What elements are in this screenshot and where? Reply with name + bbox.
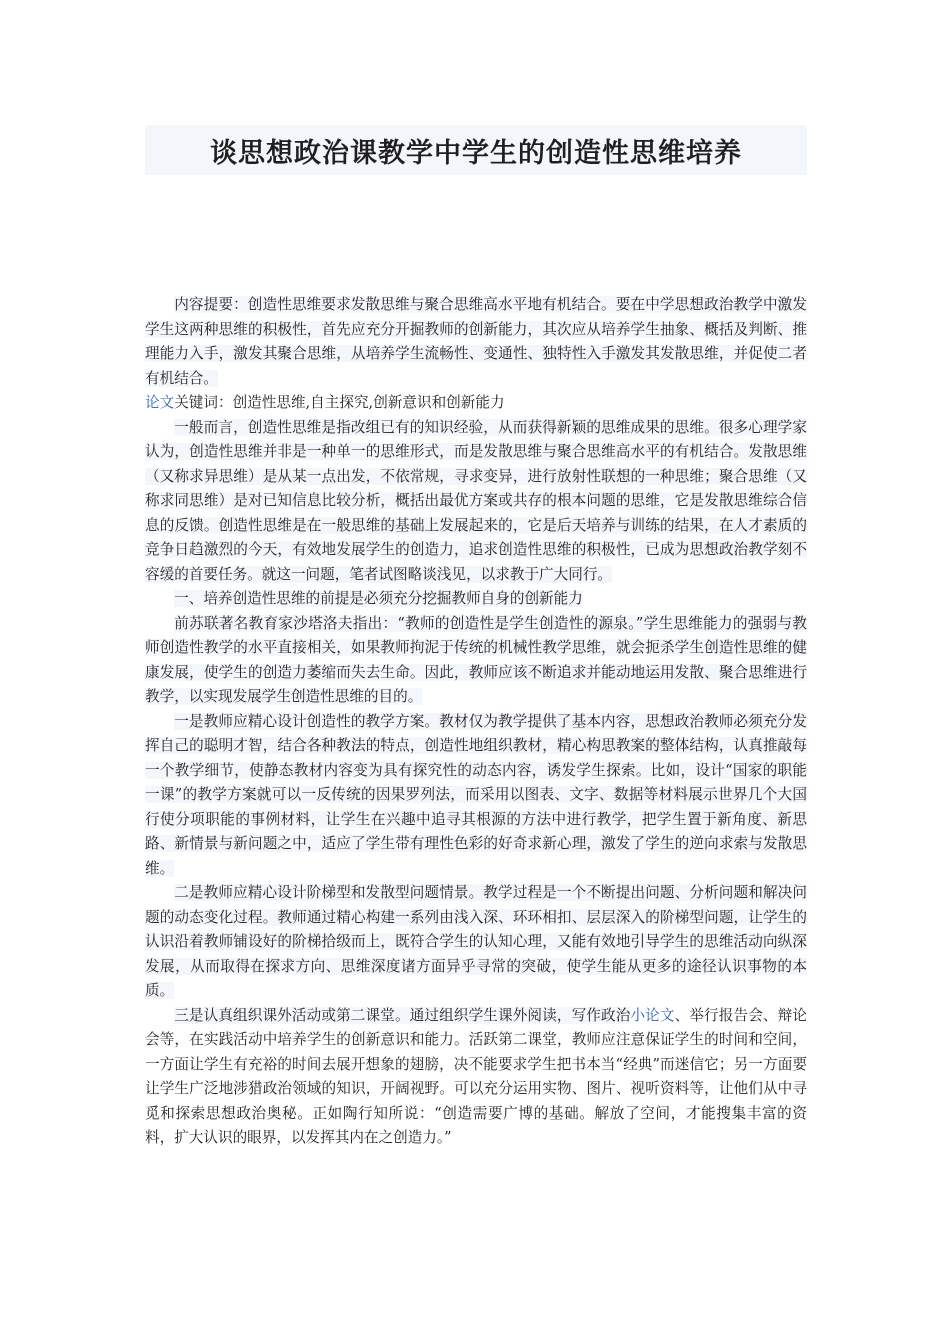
abstract-paragraph [145, 293, 807, 391]
paragraph-quote-text: 前苏联著名教育家沙塔洛夫指出：“教师的创造性是学生创造性的源泉。”学生思维能力的强弱与教师创造性教学的水平直接相关，如果教师拘泥于传统的机械性教学思维，就会扼杀学生创造性思维的健康发展，使学生的创造力萎缩而失去生命。因此，教师应该不断追求并能动地运用发散、聚合思维进行教学，以实现发展学生创造性思维的目的。 [145, 614, 807, 705]
keywords-line [145, 391, 807, 416]
title-band [145, 125, 807, 175]
paragraph-point-three [145, 1004, 807, 1151]
section-heading-1 [145, 587, 807, 612]
paragraph-point-one [145, 710, 807, 882]
paragraph-point-three-start: 三是认真组织课外活动或第二课堂。通过组织学生课外阅读，写作政治 [174, 1006, 631, 1024]
paragraph-point-two [145, 881, 807, 1004]
abstract-text: 内容提要：创造性思维要求发散思维与聚合思维高水平地有机结合。要在中学思想政治教学中激发学生这两种思维的积极性，首先应充分开掘教师的创新能力，其次应从培养学生抽象、概括及判断、推理能力入手，激发其聚合思维，从培养学生流畅性、变通性、独特性入手激发其发散思维，并促使二者有机结合。 [145, 296, 807, 387]
keywords-text: 关键词：创造性思维,自主探究,创新意识和创新能力 [174, 394, 505, 411]
paragraph-intro [145, 416, 807, 588]
section-heading-1-text: 一、培养创造性思维的前提是必须充分挖掘教师自身的创新能力 [174, 590, 583, 607]
paragraph-quote [145, 612, 807, 710]
paragraph-intro-text: 一般而言，创造性思维是指改组已有的知识经验，从而获得新颖的思维成果的思维。很多心理学家认为，创造性思维并非是一种单一的思维形式，而是发散思维与聚合思维高水平的有机结合。发散思维（又称求异思维）是从某一点出发，不依常规，寻求变异，进行放射性联想的一种思维；聚合思维（又称求同思维）是对已知信息比较分析，概括出最优方案或共存的根本问题的思维，它是发散思维综合信息的反馈。创造性思维是在一般思维的基础上发展起来的，它是后天培养与训练的结果，在人才素质的竞争日趋激烈的今天，有效地发展学生的创造力，追求创造性思维的积极性，已成为思想政治教学刻不容缓的首要任务。就这一问题，笔者试图略谈浅见，以求教于广大同行。 [145, 418, 807, 583]
paragraph-point-two-text: 二是教师应精心设计阶梯型和发散型问题情景。教学过程是一个不断提出问题、分析问题和解决问题的动态变化过程。教师通过精心构建一系列由浅入深、环环相扣、层层深入的阶梯型问题，让学生的认识沿着教师铺设好的阶梯拾级而上，既符合学生的认知心理，又能有效地引导学生的思维活动向纵深发展，从而取得在探求方向、思维深度诸方面异乎寻常的突破，使学生能从更多的途径认识事物的本质。 [145, 884, 807, 999]
document-title: 谈思想政治课教学中学生的创造性思维培养 [210, 137, 742, 169]
small-essay-link[interactable]: 小论文 [630, 1006, 675, 1024]
document-body [145, 293, 807, 1151]
paragraph-point-one-text: 一是教师应精心设计创造性的教学方案。教材仅为教学提供了基本内容，思想政治教师必须充分发挥自己的聪明才智，结合各种教法的特点，创造性地组织教材，精心构思教案的整体结构，认真推敲每一个教学细节，使静态教材内容变为具有探究性的动态内容，诱发学生探索。比如，设计“国家的职能一课”的教学方案就可以一反传统的因果罗列法，而采用以图表、文字、数据等材料展示世界几个大国行使分项职能的事例材料，让学生在兴趣中追寻其根源的方法中进行教学，把学生置于新角度、新思路、新情景与新问题之中，适应了学生带有理性色彩的好奇求新心理，激发了学生的逆向求索与发散思维。 [145, 712, 807, 877]
keywords-link[interactable]: 论文 [145, 394, 175, 411]
paragraph-point-three-rest: 、举行报告会、辩论会等，在实践活动中培养学生的创新意识和能力。活跃第二课堂，教师应注意保证学生的时间和空间，一方面让学生有充裕的时间去展开想象的翅膀，决不能要求学生把书本当“经典”而迷信它；另一方面要让学生广泛地涉猎政治领域的知识，开阔视野。可以充分运用实物、图片、视听资料等，让他们从中寻觅和探索思想政治奥秘。正如陶行知所说：“创造需要广博的基础。解放了空间，才能搜集丰富的资料，扩大认识的眼界，以发挥其内在之创造力。” [145, 1006, 807, 1146]
